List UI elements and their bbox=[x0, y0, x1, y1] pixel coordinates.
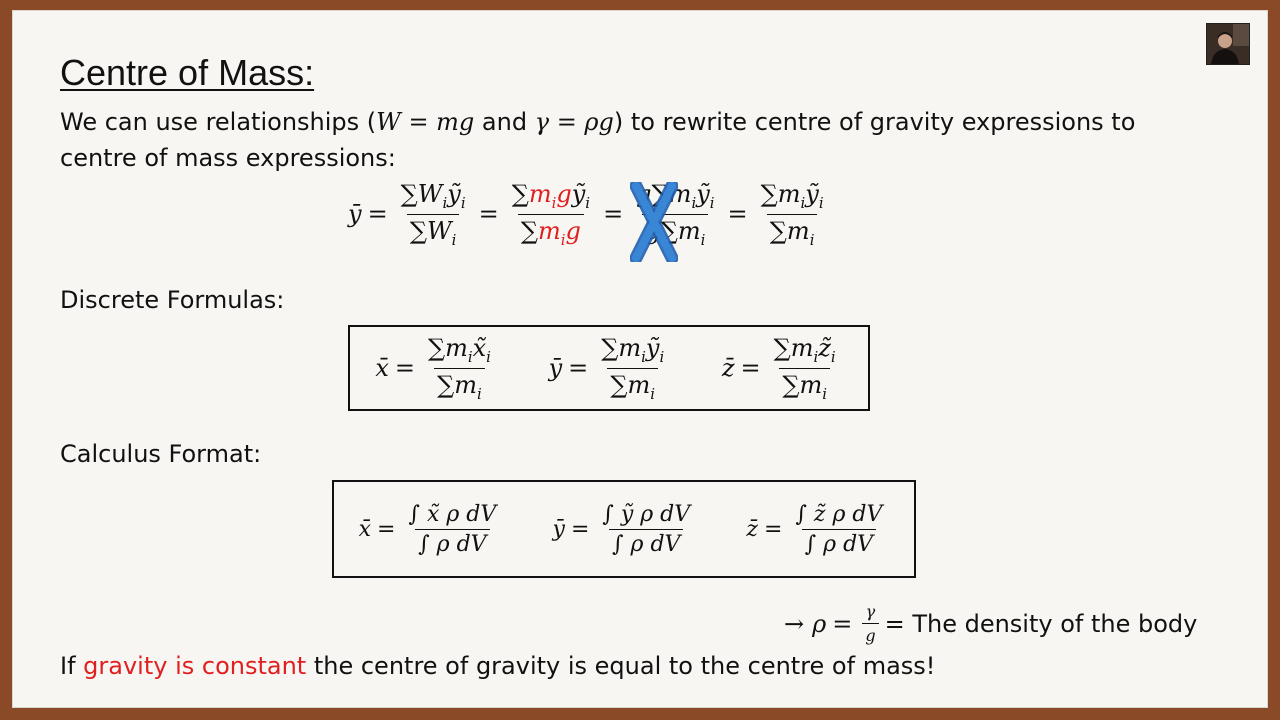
mass-red: m bbox=[528, 180, 552, 208]
subscript: i bbox=[700, 230, 706, 249]
fraction-numerator bbox=[425, 334, 494, 368]
fraction bbox=[598, 334, 667, 403]
calculus-formulas-box bbox=[332, 480, 916, 578]
discrete-formula-z bbox=[722, 334, 843, 403]
equals-sign: = bbox=[568, 354, 589, 382]
fraction bbox=[599, 502, 693, 557]
equals-sign: = bbox=[367, 200, 388, 229]
arrow-right-icon: → bbox=[784, 609, 805, 638]
integral-denominator: ∫ ρ dV bbox=[415, 529, 489, 557]
fraction-mass bbox=[758, 180, 827, 249]
subscript: i bbox=[551, 193, 557, 212]
subscript: i bbox=[467, 347, 473, 366]
calculus-formula-z bbox=[746, 502, 889, 557]
sum-m: ∑m bbox=[773, 333, 814, 362]
fraction-numerator bbox=[509, 180, 593, 214]
fraction-denominator bbox=[518, 214, 584, 249]
equals-sign: = bbox=[603, 200, 624, 229]
conclusion-line bbox=[60, 652, 935, 680]
presenter-avatar-icon bbox=[1207, 24, 1249, 64]
fraction bbox=[405, 502, 499, 557]
sum-symbol: ∑ bbox=[520, 216, 538, 245]
subscript: i bbox=[822, 384, 827, 403]
subscript: i bbox=[442, 193, 448, 212]
subscript: i bbox=[809, 230, 815, 249]
subscript: i bbox=[818, 193, 824, 212]
subscript: i bbox=[477, 384, 482, 403]
fraction-numerator bbox=[398, 180, 469, 214]
cancel-cross-icon bbox=[630, 182, 678, 262]
sum-m: ∑m bbox=[660, 216, 701, 245]
y-tilde: ỹ bbox=[571, 180, 586, 208]
sum-m: ∑m bbox=[601, 333, 642, 362]
slide-title: Centre of Mass: bbox=[60, 52, 315, 93]
presenter-webcam-thumbnail bbox=[1206, 23, 1250, 65]
sum-symbol: ∑ bbox=[511, 180, 529, 208]
discrete-formula-y bbox=[549, 334, 672, 403]
intro-and: and bbox=[474, 108, 535, 136]
x-bar: x̄ bbox=[375, 354, 389, 382]
equals-sign: = bbox=[570, 516, 590, 542]
intro-line-1 bbox=[60, 108, 1135, 136]
cancelled-g: g bbox=[645, 216, 661, 245]
mass-red: m bbox=[537, 216, 561, 245]
integral-numerator: ∫ x̃ ρ dV bbox=[408, 501, 497, 527]
specific-weight-relationship: γ = ρg bbox=[534, 108, 614, 136]
subscript: i bbox=[451, 230, 457, 249]
fraction bbox=[792, 502, 885, 557]
equals-sign: = bbox=[740, 354, 761, 382]
equals-sign: = bbox=[727, 200, 748, 229]
conclusion-start: If bbox=[60, 652, 84, 680]
equals-sign: = bbox=[478, 200, 499, 229]
subscript: i bbox=[830, 347, 836, 366]
subscript: i bbox=[813, 347, 819, 366]
fraction-denominator bbox=[434, 368, 485, 403]
fraction-denominator bbox=[767, 214, 818, 249]
y-bar: ȳ bbox=[348, 200, 362, 229]
equals-sign: = bbox=[377, 516, 396, 542]
equals-sign: = bbox=[394, 354, 415, 382]
y-tilde: ỹ bbox=[696, 180, 710, 208]
integral-denominator: ∫ ρ dV bbox=[802, 529, 876, 557]
discrete-formula-x bbox=[375, 334, 498, 403]
sum-w: ∑W bbox=[409, 216, 452, 245]
sum-m: ∑m bbox=[760, 180, 801, 208]
discrete-heading: Discrete Formulas: bbox=[60, 286, 285, 314]
fraction bbox=[425, 334, 494, 403]
z-tilde: z̃ bbox=[818, 333, 831, 362]
weight-relationship: W = mg bbox=[376, 108, 475, 136]
subscript: i bbox=[659, 347, 665, 366]
fraction-numerator: γ bbox=[865, 602, 876, 621]
equals-sign: = bbox=[764, 516, 783, 542]
slide bbox=[12, 10, 1268, 708]
fraction-denominator bbox=[779, 368, 830, 403]
x-tilde: x̃ bbox=[472, 333, 487, 362]
intro-text-end: ) to rewrite centre of gravity expressions to bbox=[613, 108, 1136, 136]
y-tilde: ỹ bbox=[645, 333, 660, 362]
fraction-denominator: g bbox=[862, 623, 878, 645]
fraction-numerator bbox=[598, 334, 667, 368]
calculus-formula-x bbox=[359, 502, 504, 557]
sum-m: ∑m bbox=[651, 180, 692, 208]
fraction-denominator bbox=[407, 214, 460, 249]
fraction-weight bbox=[398, 180, 469, 249]
y-tilde: ỹ bbox=[447, 180, 461, 208]
density-definition bbox=[784, 602, 1197, 645]
intro-text-start: We can use relationships ( bbox=[60, 108, 377, 136]
subscript: i bbox=[560, 230, 566, 249]
subscript: i bbox=[460, 193, 466, 212]
sum-m: ∑m bbox=[782, 370, 823, 399]
sum-m: ∑m bbox=[769, 216, 810, 245]
sum-m: ∑m bbox=[427, 333, 468, 362]
sum-w: ∑W bbox=[400, 180, 443, 208]
y-bar: ȳ bbox=[548, 354, 563, 382]
subscript: i bbox=[800, 193, 806, 212]
conclusion-highlight: gravity is constant bbox=[83, 652, 307, 680]
subscript: i bbox=[691, 193, 697, 212]
subscript: i bbox=[709, 193, 715, 212]
calculus-formula-y bbox=[553, 502, 698, 557]
equals-sign: = bbox=[832, 609, 853, 638]
gamma-over-g bbox=[862, 602, 878, 645]
fraction bbox=[771, 334, 839, 403]
conclusion-end: the centre of gravity is equal to the centre of mass! bbox=[306, 652, 936, 680]
cancelled-g: g bbox=[636, 180, 652, 208]
integral-denominator: ∫ ρ dV bbox=[609, 529, 683, 557]
fraction-numerator bbox=[771, 334, 839, 368]
rho-symbol: ρ bbox=[812, 609, 827, 638]
z-bar: z̄ bbox=[721, 354, 735, 382]
calculus-heading: Calculus Format: bbox=[60, 440, 262, 468]
density-text: = The density of the body bbox=[884, 609, 1198, 638]
subscript: i bbox=[650, 384, 656, 403]
gravity-to-mass-equation bbox=[348, 180, 831, 249]
subscript: i bbox=[585, 193, 591, 212]
sum-m: ∑m bbox=[437, 370, 478, 399]
integral-numerator: ∫ ỹ ρ dV bbox=[602, 501, 691, 527]
fraction-numerator bbox=[758, 180, 827, 214]
subscript: i bbox=[641, 347, 646, 366]
subscript: i bbox=[486, 347, 491, 366]
gravity-red: g bbox=[565, 216, 581, 245]
integral-numerator: ∫ z̃ ρ dV bbox=[795, 501, 883, 527]
y-bar: ȳ bbox=[552, 516, 565, 542]
y-tilde: ỹ bbox=[805, 180, 819, 208]
gravity-red: g bbox=[556, 180, 572, 208]
z-bar: z̄ bbox=[746, 516, 758, 542]
intro-line-2: centre of mass expressions: bbox=[60, 144, 396, 172]
fraction-denominator bbox=[607, 368, 658, 403]
fraction-mass-gravity bbox=[509, 180, 593, 249]
x-bar: x̄ bbox=[358, 516, 372, 542]
sum-m: ∑m bbox=[610, 370, 651, 399]
discrete-formulas-box bbox=[348, 325, 870, 411]
